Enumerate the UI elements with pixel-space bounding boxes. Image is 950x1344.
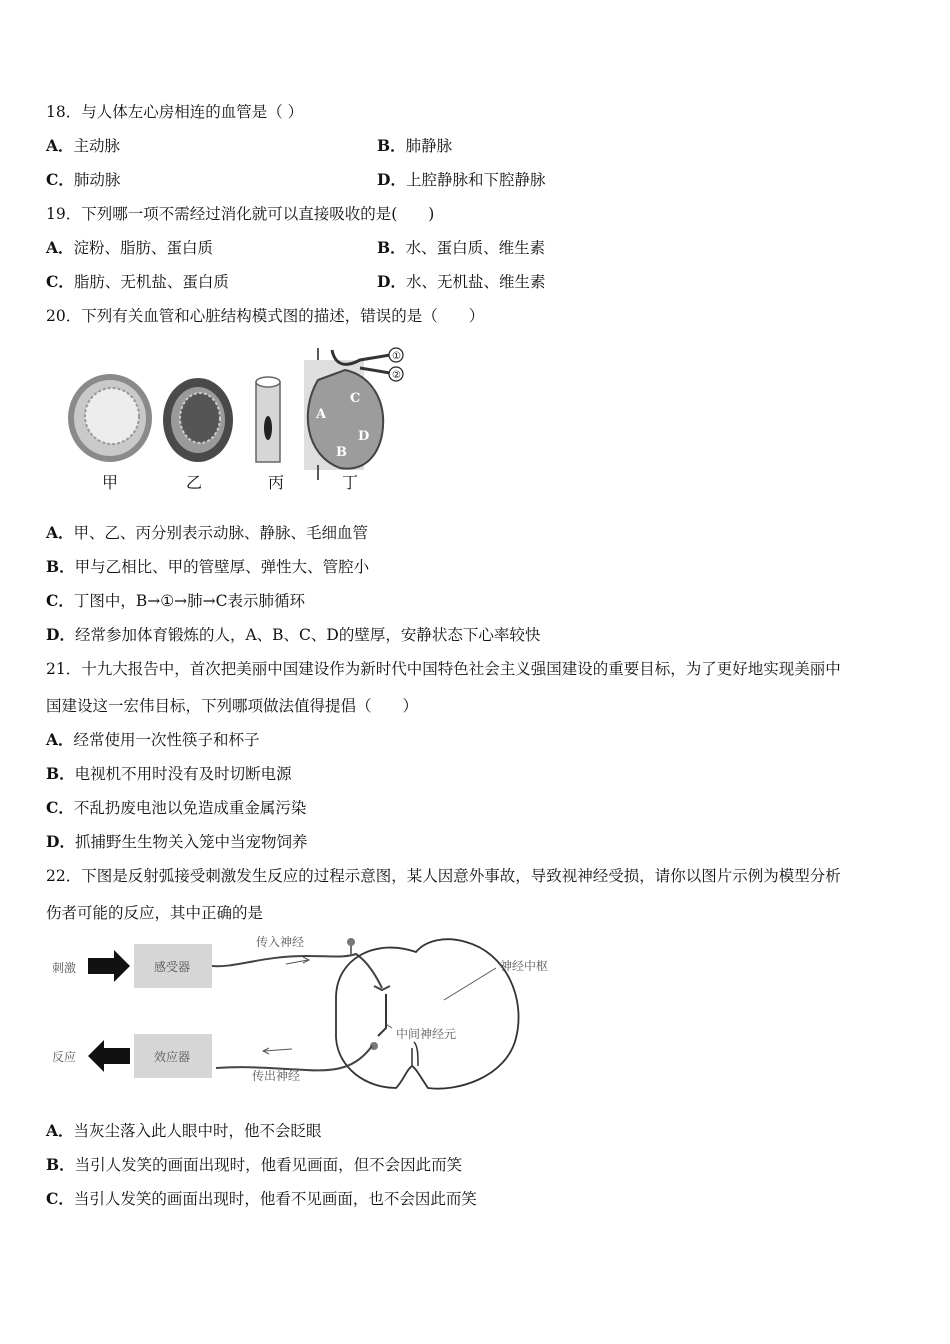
q19-option-c[interactable]	[46, 272, 229, 292]
option-label: B．	[46, 1155, 75, 1174]
heart-diagram	[304, 348, 403, 480]
receptor-label: 感受器	[154, 960, 191, 974]
option-text: 上腔静脉和下腔静脉	[405, 171, 546, 189]
afferent-cell-body	[347, 938, 355, 946]
afferent-label: 传入神经	[256, 935, 305, 949]
q21-stem-line2: 国建设这一宏伟目标，下列哪项做法值得提倡（ ）	[46, 697, 419, 715]
capillary-tube	[256, 377, 280, 462]
q19-option-b[interactable]	[377, 238, 545, 258]
q21-option-b[interactable]	[46, 764, 292, 784]
q21-option-d[interactable]	[46, 832, 307, 852]
spinal-cord-outline	[336, 939, 519, 1088]
option-label: D．	[46, 832, 75, 851]
figure-label-jia: 甲	[102, 473, 119, 492]
figure-label-ding: 丁	[342, 473, 359, 492]
option-text: 不乱扔废电池以免造成重金属污染	[73, 799, 307, 817]
artery-cross-section	[68, 374, 152, 462]
option-text: 经常参加体育锻炼的人，A、B、C、D的壁厚，安静状态下心率较快	[74, 626, 541, 644]
q20-option-c[interactable]	[46, 591, 305, 611]
option-label: C．	[46, 272, 74, 291]
q20-option-b[interactable]	[46, 557, 369, 577]
option-text: 水、蛋白质、维生素	[405, 239, 546, 257]
stimulus-arrow-icon	[88, 950, 130, 982]
q21-stem-line1: 21．十九大报告中，首次把美丽中国建设作为新时代中国特色社会主义强国建设的重要目标，为了更好地实现美丽中	[46, 660, 841, 678]
option-label: B．	[377, 238, 406, 257]
option-label: C．	[46, 170, 74, 189]
q20-option-d[interactable]	[46, 625, 540, 645]
option-text: 肺动脉	[73, 171, 121, 189]
q20-option-a[interactable]	[46, 523, 368, 543]
heart-mark-2: ②	[392, 370, 401, 381]
option-label: D．	[377, 170, 406, 189]
heart-mark-b: B	[336, 445, 347, 460]
q18-option-b[interactable]	[377, 136, 452, 156]
heart-mark-d: D	[358, 429, 370, 444]
vein-cross-section	[163, 378, 233, 462]
option-label: A．	[46, 136, 74, 155]
option-text: 甲与乙相比、甲的管壁厚、弹性大、管腔小	[74, 558, 370, 576]
q21-option-a[interactable]	[46, 730, 260, 750]
option-label: A．	[46, 1121, 74, 1140]
heart-mark-1: ①	[392, 351, 401, 362]
option-text: 水、无机盐、维生素	[405, 273, 546, 291]
option-label: B．	[46, 764, 75, 783]
option-label: C．	[46, 1189, 74, 1208]
option-text: 当引人发笑的画面出现时，他看不见画面，也不会因此而笑	[73, 1190, 477, 1208]
q18-option-a[interactable]	[46, 136, 120, 156]
option-text: 丁图中，B→①→肺→C表示肺循环	[73, 592, 305, 610]
q22-option-b[interactable]	[46, 1155, 462, 1175]
q22-option-c[interactable]	[46, 1189, 477, 1209]
option-label: B．	[377, 136, 406, 155]
option-text: 抓捕野生生物关入笼中当宠物饲养	[74, 833, 308, 851]
option-label: D．	[377, 272, 406, 291]
efferent-label: 传出神经	[252, 1069, 301, 1083]
option-text: 经常使用一次性筷子和杯子	[73, 731, 260, 749]
option-label: B．	[46, 557, 75, 576]
option-label: A．	[46, 238, 74, 257]
option-label: C．	[46, 591, 74, 610]
q22-option-a[interactable]	[46, 1121, 322, 1141]
option-text: 脂肪、无机盐、蛋白质	[73, 273, 229, 291]
q21-option-c[interactable]	[46, 798, 306, 818]
reflex-arc-diagram	[46, 928, 606, 1098]
center-label: 神经中枢	[500, 959, 549, 973]
q19-stem: 19．下列哪一项不需经过消化就可以直接吸收的是( )	[46, 205, 435, 223]
option-text: 肺静脉	[405, 137, 453, 155]
q18-stem: 18．与人体左心房相连的血管是（ ）	[46, 103, 304, 121]
q20-stem: 20．下列有关血管和心脏结构模式图的描述，错误的是（ ）	[46, 307, 485, 325]
figure-label-yi: 乙	[186, 473, 203, 492]
option-text: 淀粉、脂肪、蛋白质	[73, 239, 214, 257]
option-label: D．	[46, 625, 75, 644]
q22-stem-line1: 22．下图是反射弧接受刺激发生反应的过程示意图，某人因意外事故，导致视神经受损，请你以图片示例为模型分析	[46, 867, 841, 885]
q22-stem-line2: 伤者可能的反应，其中正确的是	[46, 904, 264, 922]
q19-option-a[interactable]	[46, 238, 213, 258]
option-label: C．	[46, 798, 74, 817]
effector-label: 效应器	[154, 1050, 191, 1064]
heart-mark-c: C	[350, 391, 361, 406]
q19-option-d[interactable]	[377, 272, 545, 292]
interneuron-label: 中间神经元	[396, 1027, 457, 1041]
option-text: 当引人发笑的画面出现时，他看见画面，但不会因此而笑	[74, 1156, 463, 1174]
response-arrow-icon	[88, 1040, 130, 1072]
vessel-heart-figure	[60, 340, 420, 495]
heart-mark-a: A	[316, 407, 327, 422]
option-text: 电视机不用时没有及时切断电源	[74, 765, 292, 783]
stimulus-label: 刺激	[52, 961, 77, 975]
option-label: A．	[46, 730, 74, 749]
reflex-arc-svg	[46, 928, 606, 1098]
figure-label-bing: 丙	[268, 473, 285, 492]
option-text: 甲、乙、丙分别表示动脉、静脉、毛细血管	[73, 524, 369, 542]
option-text: 当灰尘落入此人眼中时，他不会眨眼	[73, 1122, 322, 1140]
q18-option-d[interactable]	[377, 170, 545, 190]
q18-option-c[interactable]	[46, 170, 120, 190]
option-text: 主动脉	[73, 137, 121, 155]
option-label: A．	[46, 523, 74, 542]
response-label: 反应	[52, 1050, 77, 1064]
